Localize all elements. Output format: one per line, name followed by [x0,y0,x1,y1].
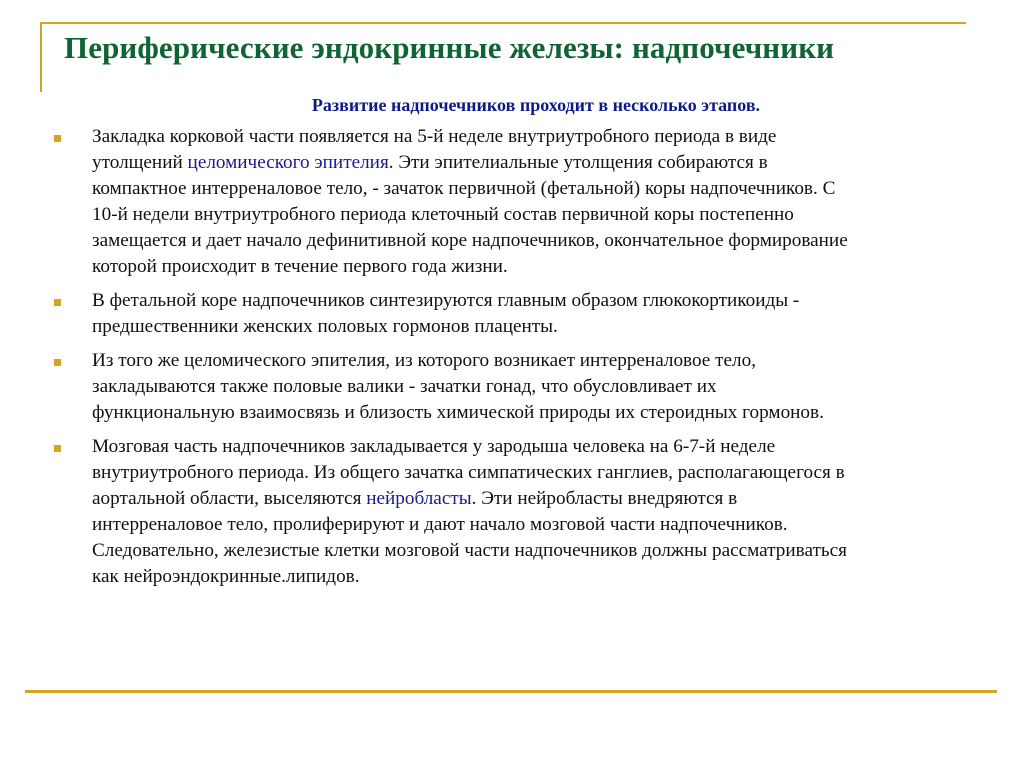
text-segment: как нейроэндокринные.липидов. [92,566,360,587]
text-line [92,202,1004,228]
text-line [92,348,1004,374]
bullet-item-cortex-development [54,124,1004,280]
text-segment: функциональную взаимосвязь и близость химической природы их стероидных гормонов. [92,402,824,423]
bullet-item-gonadal-ridges [54,348,1004,426]
text-segment: замещается и дает начало дефинитивной коре надпочечников, окончательное формирование [92,230,848,251]
text-line [92,124,1004,150]
text-segment: внутриутробного периода. Из общего зачатка симпатических ганглиев, располагающегося в [92,462,845,483]
text-line [92,176,1004,202]
text-segment: интерреналовое тело, пролиферируют и дают начало мозговой части надпочечников. [92,514,788,535]
text-segment: Следовательно, железистые клетки мозговой части надпочечников должны рассматриваться [92,540,847,561]
text-segment: закладываются также половые валики - зачатки гонад, что обусловливает их [92,376,717,397]
text-segment: Закладка корковой части появляется на 5-й неделе внутриутробного периода в виде [92,126,777,147]
bullet-list [54,124,1004,598]
title-frame-left-rule [40,22,42,92]
text-segment: 10-й недели внутриутробного периода клеточный состав первичной коры постепенно [92,204,794,225]
text-line [92,512,1004,538]
text-segment: В фетальной коре надпочечников синтезируются главным образом глюкокортикоиды - [92,290,800,311]
bullet-item-medulla-development [54,434,1004,590]
slide-subtitle: Развитие надпочечников проходит в несколько этапов. [311,95,761,115]
text-line [92,374,1004,400]
text-line [92,150,1004,176]
text-line [92,460,1004,486]
bullet-item-fetal-cortex [54,288,1004,340]
text-line [92,538,1004,564]
link-neuroblasts[interactable]: нейробласты [366,488,472,509]
text-segment: . Эти эпителиальные утолщения собираются в [388,152,768,173]
square-bullet-icon [54,359,61,366]
text-line [92,254,1004,280]
text-segment: которой происходит в течение первого года жизни. [92,256,508,277]
title-frame-top-rule [40,22,966,24]
text-line [92,564,1004,590]
square-bullet-icon [54,299,61,306]
link-coelomic-epithelium[interactable]: целомического эпителия [187,152,389,173]
slide-title: Периферические эндокринные железы: надпочечники [64,30,835,65]
text-segment: . Эти нейробласты внедряются в [471,488,738,509]
text-segment: Из того же целомического эпителия, из которого возникает интерреналовое тело, [92,350,756,371]
text-segment: Мозговая часть надпочечников закладывается у зародыша человека на 6-7-й неделе [92,436,776,457]
text-line [92,228,1004,254]
text-line [92,400,1004,426]
text-line [92,486,1004,512]
text-line [92,288,1004,314]
text-line [92,434,1004,460]
text-segment: аортальной области, выселяются [92,488,367,509]
footer-rule [25,690,997,693]
text-segment: компактное интерреналовое тело, - зачаток первичной (фетальной) коры надпочечников. С [92,178,836,199]
text-line [92,314,1004,340]
text-segment: утолщений [92,152,188,173]
square-bullet-icon [54,445,61,452]
square-bullet-icon [54,135,61,142]
text-segment: предшественники женских половых гормонов плаценты. [92,316,558,337]
